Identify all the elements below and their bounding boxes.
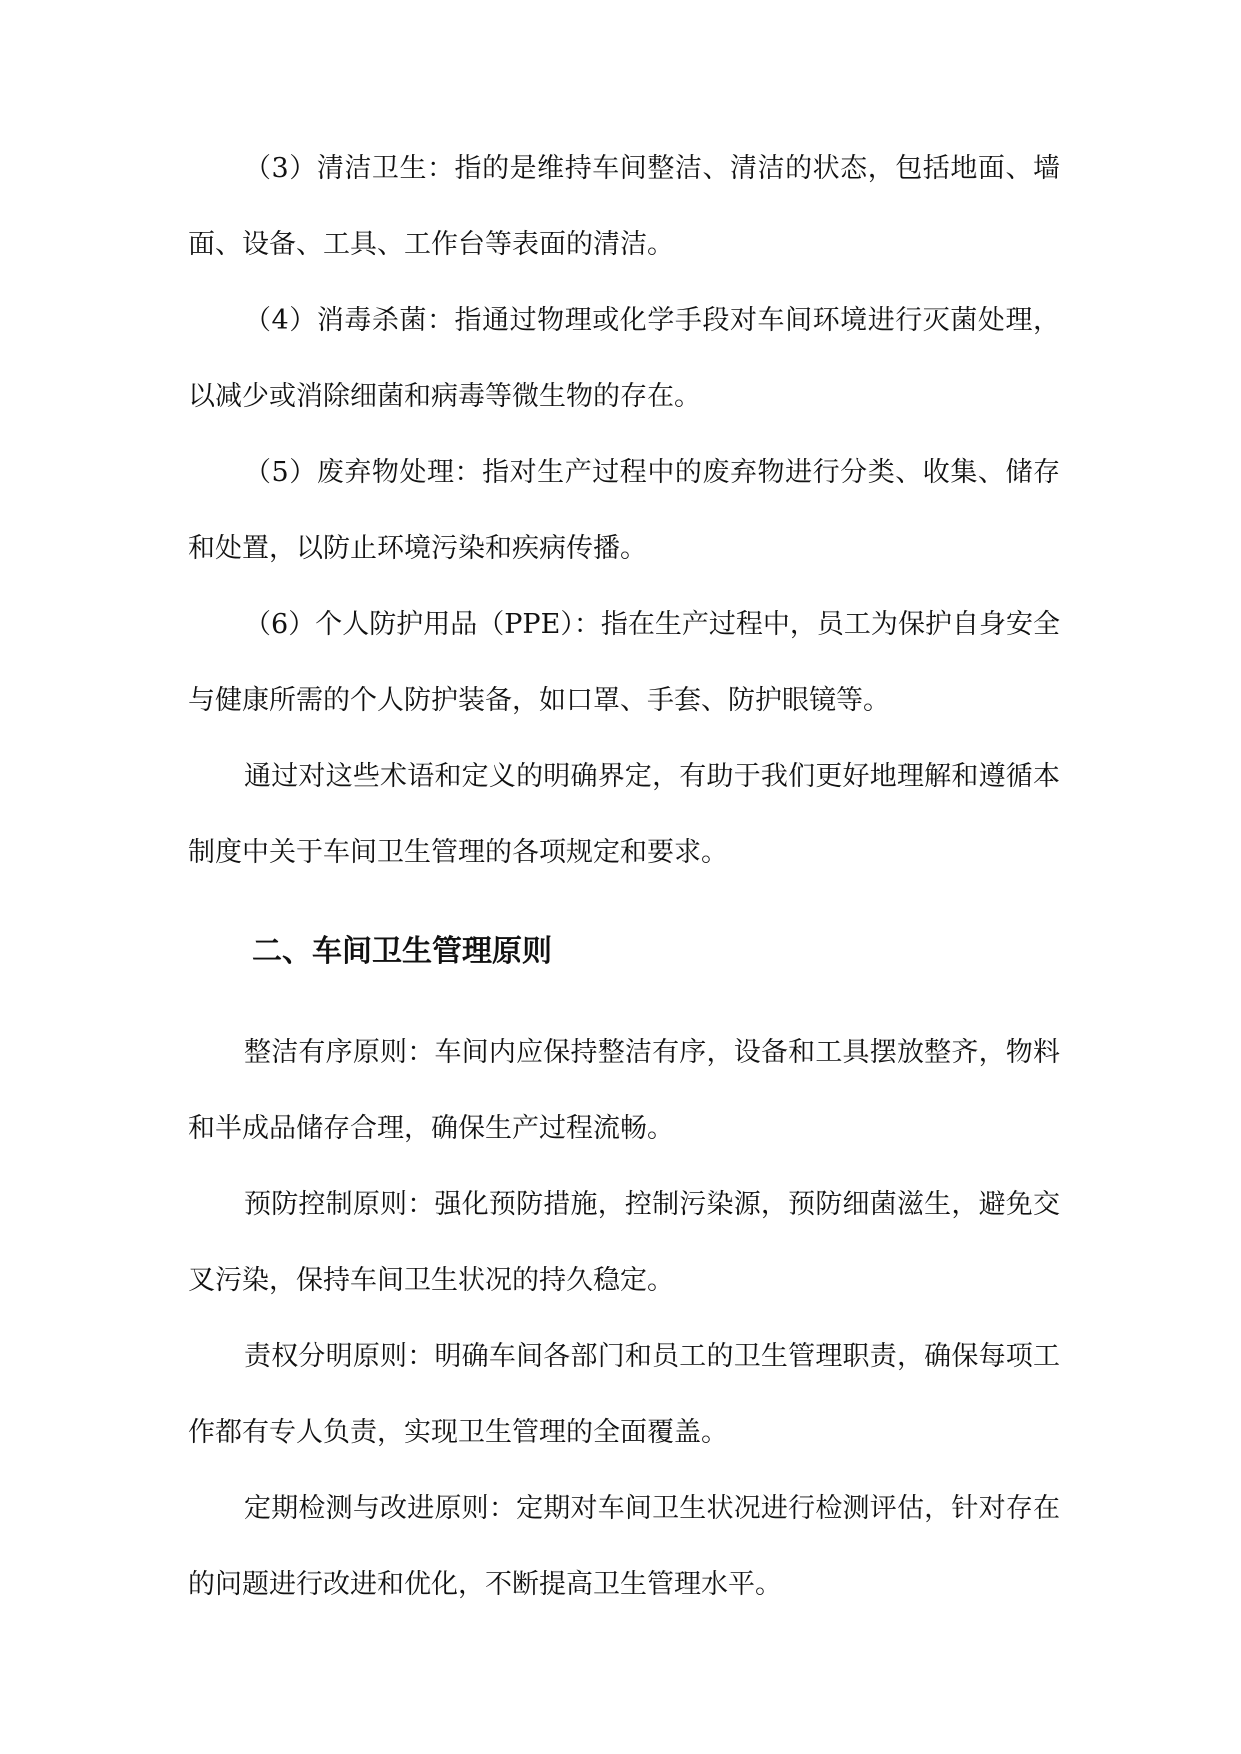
section-heading: 二、车间卫生管理原则 — [252, 934, 552, 969]
definition-paragraph-waste: （5）废弃物处理：指对生产过程中的废弃物进行分类、收集、储存和处置，以防止环境污染和疾病传播。 — [188, 457, 1060, 564]
principle-paragraph-orderly: 整洁有序原则：车间内应保持整洁有序，设备和工具摆放整齐，物料和半成品储存合理，确保生产过程流畅。 — [188, 1037, 1060, 1144]
principle-paragraph-inspection: 定期检测与改进原则：定期对车间卫生状况进行检测评估，针对存在的问题进行改进和优化，不断提高卫生管理水平。 — [188, 1493, 1060, 1600]
definition-summary-paragraph: 通过对这些术语和定义的明确界定，有助于我们更好地理解和遵循本制度中关于车间卫生管理的各项规定和要求。 — [188, 761, 1060, 868]
definition-paragraph-disinfection: （4）消毒杀菌：指通过物理或化学手段对车间环境进行灭菌处理，以减少或消除细菌和病毒等微生物的存在。 — [188, 305, 1060, 412]
definition-paragraph-ppe: （6）个人防护用品（PPE）：指在生产过程中，员工为保护自身安全与健康所需的个人防护装备，如口罩、手套、防护眼镜等。 — [188, 609, 1060, 716]
principle-paragraph-prevention: 预防控制原则：强化预防措施，控制污染源，预防细菌滋生，避免交叉污染，保持车间卫生状况的持久稳定。 — [188, 1189, 1060, 1296]
definition-paragraph-cleaning: （3）清洁卫生：指的是维持车间整洁、清洁的状态，包括地面、墙面、设备、工具、工作台等表面的清洁。 — [188, 153, 1060, 260]
principle-paragraph-responsibility: 责权分明原则：明确车间各部门和员工的卫生管理职责，确保每项工作都有专人负责，实现卫生管理的全面覆盖。 — [188, 1341, 1060, 1448]
